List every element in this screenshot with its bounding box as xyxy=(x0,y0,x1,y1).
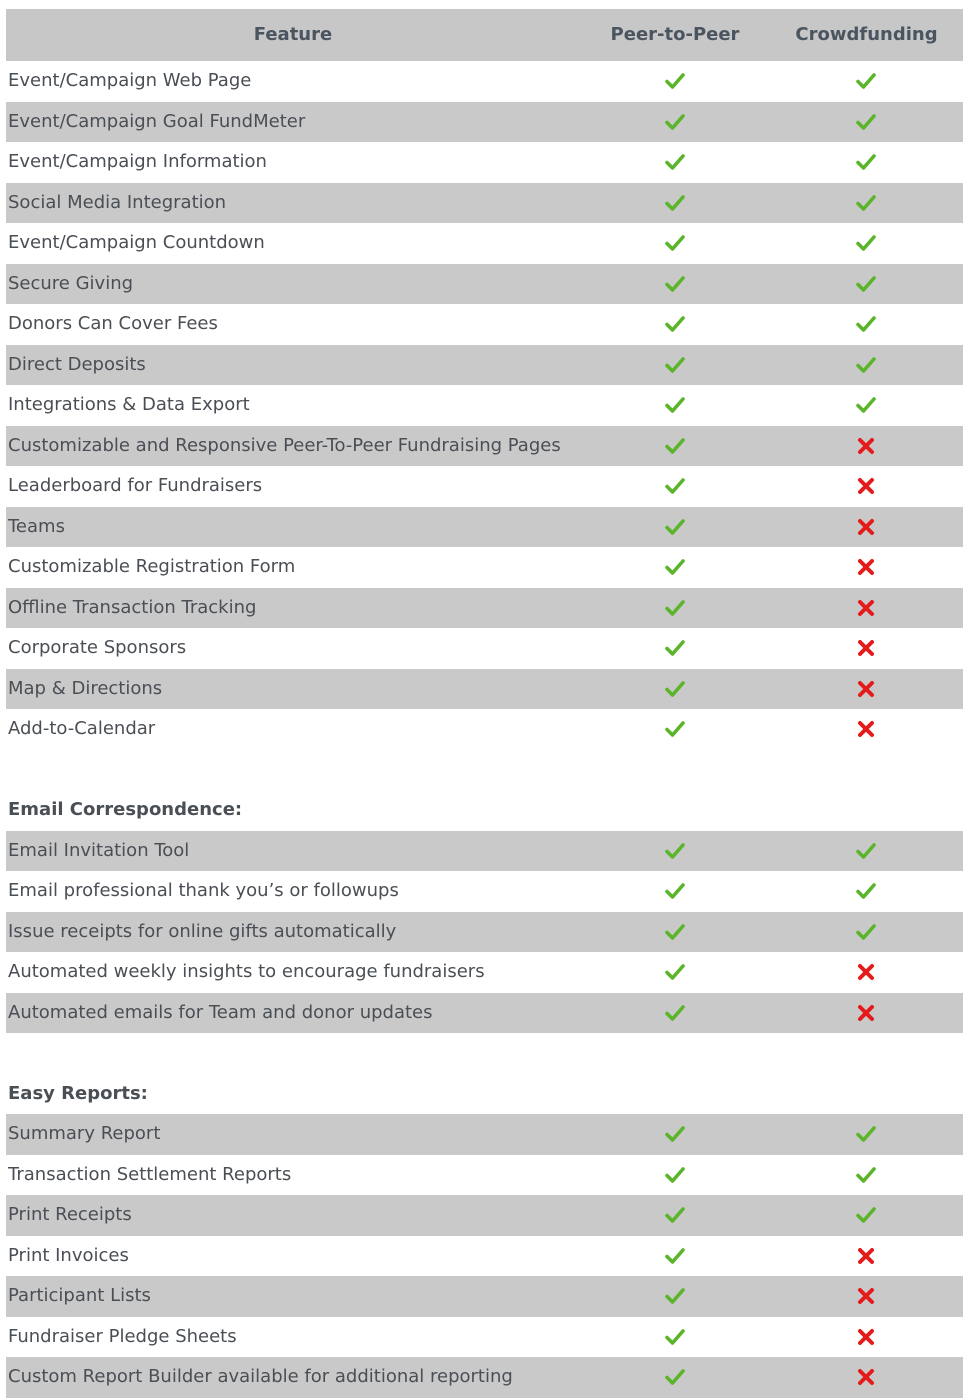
feature-label: Automated emails for Team and donor updates xyxy=(8,1001,433,1023)
feature-label: Event/Campaign Goal FundMeter xyxy=(8,110,306,132)
feature-label: Custom Report Builder available for additional reporting xyxy=(8,1366,513,1387)
feature-label: Fundraiser Pledge Sheets xyxy=(8,1325,237,1347)
cross-icon xyxy=(846,1276,886,1317)
feature-label: Email professional thank you’s or followups xyxy=(8,880,399,901)
feature-label: Event/Campaign Web Page xyxy=(8,70,252,91)
table-row xyxy=(6,1357,963,1398)
section-title: Easy Reports: xyxy=(8,1082,148,1104)
table-row xyxy=(6,1317,963,1358)
table-row xyxy=(6,952,963,993)
table-row xyxy=(6,628,963,669)
check-icon xyxy=(655,912,695,953)
table-row xyxy=(6,709,963,750)
check-icon xyxy=(655,1317,695,1358)
feature-label: Corporate Sponsors xyxy=(8,637,187,658)
check-icon xyxy=(655,628,695,669)
check-icon xyxy=(655,264,695,305)
check-icon xyxy=(655,345,695,386)
check-icon xyxy=(846,102,886,143)
check-icon xyxy=(655,952,695,993)
feature-label: Participant Lists xyxy=(8,1285,151,1306)
section-spacer xyxy=(6,750,963,791)
table-row xyxy=(6,588,963,629)
feature-label: Add-to-Calendar xyxy=(8,718,156,739)
check-icon xyxy=(655,304,695,345)
feature-label: Email Invitation Tool xyxy=(8,839,190,861)
check-icon xyxy=(655,1357,695,1398)
feature-label: Offline Transaction Tracking xyxy=(8,596,257,618)
check-icon xyxy=(846,61,886,102)
table-row xyxy=(6,1276,963,1317)
feature-label: Automated weekly insights to encourage fundraisers xyxy=(8,961,485,982)
table-row xyxy=(6,1114,963,1155)
table-row xyxy=(6,102,963,143)
check-icon xyxy=(655,1155,695,1196)
feature-comparison-table xyxy=(6,9,963,1398)
table-row xyxy=(6,183,963,224)
table-row xyxy=(6,912,963,953)
check-icon xyxy=(846,264,886,305)
check-icon xyxy=(655,507,695,548)
check-icon xyxy=(846,1195,886,1236)
feature-label: Map & Directions xyxy=(8,677,163,699)
table-row xyxy=(6,547,963,588)
check-icon xyxy=(655,709,695,750)
feature-label: Secure Giving xyxy=(8,272,134,294)
table-row xyxy=(6,345,963,386)
feature-label: Teams xyxy=(8,515,65,537)
check-icon xyxy=(655,993,695,1034)
cross-icon xyxy=(846,588,886,629)
check-icon xyxy=(846,345,886,386)
feature-label: Event/Campaign Countdown xyxy=(8,232,265,253)
feature-label: Summary Report xyxy=(8,1123,161,1144)
feature-label: Transaction Settlement Reports xyxy=(8,1163,292,1185)
cross-icon xyxy=(846,547,886,588)
feature-label: Leaderboard for Fundraisers xyxy=(8,475,263,496)
table-row xyxy=(6,507,963,548)
check-icon xyxy=(655,669,695,710)
check-icon xyxy=(655,466,695,507)
check-icon xyxy=(655,871,695,912)
check-icon xyxy=(846,223,886,264)
check-icon xyxy=(846,1155,886,1196)
header-peer-to-peer: Peer-to-Peer xyxy=(610,24,740,45)
check-icon xyxy=(655,223,695,264)
check-icon xyxy=(846,304,886,345)
header-feature: Feature xyxy=(253,24,333,45)
feature-label: Print Receipts xyxy=(8,1204,132,1225)
check-icon xyxy=(655,1114,695,1155)
check-icon xyxy=(655,1276,695,1317)
feature-label: Integrations & Data Export xyxy=(8,394,250,415)
cross-icon xyxy=(846,993,886,1034)
check-icon xyxy=(655,426,695,467)
feature-label: Donors Can Cover Fees xyxy=(8,313,218,334)
check-icon xyxy=(846,871,886,912)
check-icon xyxy=(655,588,695,629)
table-row xyxy=(6,304,963,345)
feature-label: Customizable and Responsive Peer-To-Peer Fundraising Pages xyxy=(8,434,561,456)
cross-icon xyxy=(846,628,886,669)
check-icon xyxy=(846,385,886,426)
table-row xyxy=(6,669,963,710)
check-icon xyxy=(655,183,695,224)
feature-label: Customizable Registration Form xyxy=(8,556,296,577)
table-row xyxy=(6,831,963,872)
cross-icon xyxy=(846,1357,886,1398)
cross-icon xyxy=(846,669,886,710)
header-crowdfunding: Crowdfunding xyxy=(795,24,938,45)
check-icon xyxy=(846,1114,886,1155)
check-icon xyxy=(846,912,886,953)
table-header xyxy=(6,9,963,61)
cross-icon xyxy=(846,709,886,750)
check-icon xyxy=(655,61,695,102)
check-icon xyxy=(655,1236,695,1277)
cross-icon xyxy=(846,507,886,548)
feature-label: Direct Deposits xyxy=(8,353,146,375)
feature-label: Print Invoices xyxy=(8,1244,129,1266)
check-icon xyxy=(655,547,695,588)
section-title: Email Correspondence: xyxy=(8,799,243,820)
table-row xyxy=(6,264,963,305)
check-icon xyxy=(846,183,886,224)
table-row xyxy=(6,223,963,264)
cross-icon xyxy=(846,466,886,507)
check-icon xyxy=(655,102,695,143)
check-icon xyxy=(655,385,695,426)
table-row xyxy=(6,871,963,912)
table-row xyxy=(6,466,963,507)
table-row xyxy=(6,1195,963,1236)
cross-icon xyxy=(846,1317,886,1358)
section-spacer xyxy=(6,1033,963,1074)
check-icon xyxy=(655,1195,695,1236)
check-icon xyxy=(846,142,886,183)
cross-icon xyxy=(846,1236,886,1277)
table-row xyxy=(6,1236,963,1277)
cross-icon xyxy=(846,952,886,993)
cross-icon xyxy=(846,426,886,467)
table-row xyxy=(6,1155,963,1196)
check-icon xyxy=(846,831,886,872)
feature-label: Issue receipts for online gifts automatically xyxy=(8,920,397,942)
feature-label: Social Media Integration xyxy=(8,191,227,213)
table-row xyxy=(6,426,963,467)
check-icon xyxy=(655,831,695,872)
feature-label: Event/Campaign Information xyxy=(8,151,267,172)
table-row xyxy=(6,142,963,183)
table-row xyxy=(6,993,963,1034)
table-body xyxy=(6,61,963,1398)
check-icon xyxy=(655,142,695,183)
table-row xyxy=(6,385,963,426)
table-row xyxy=(6,61,963,102)
